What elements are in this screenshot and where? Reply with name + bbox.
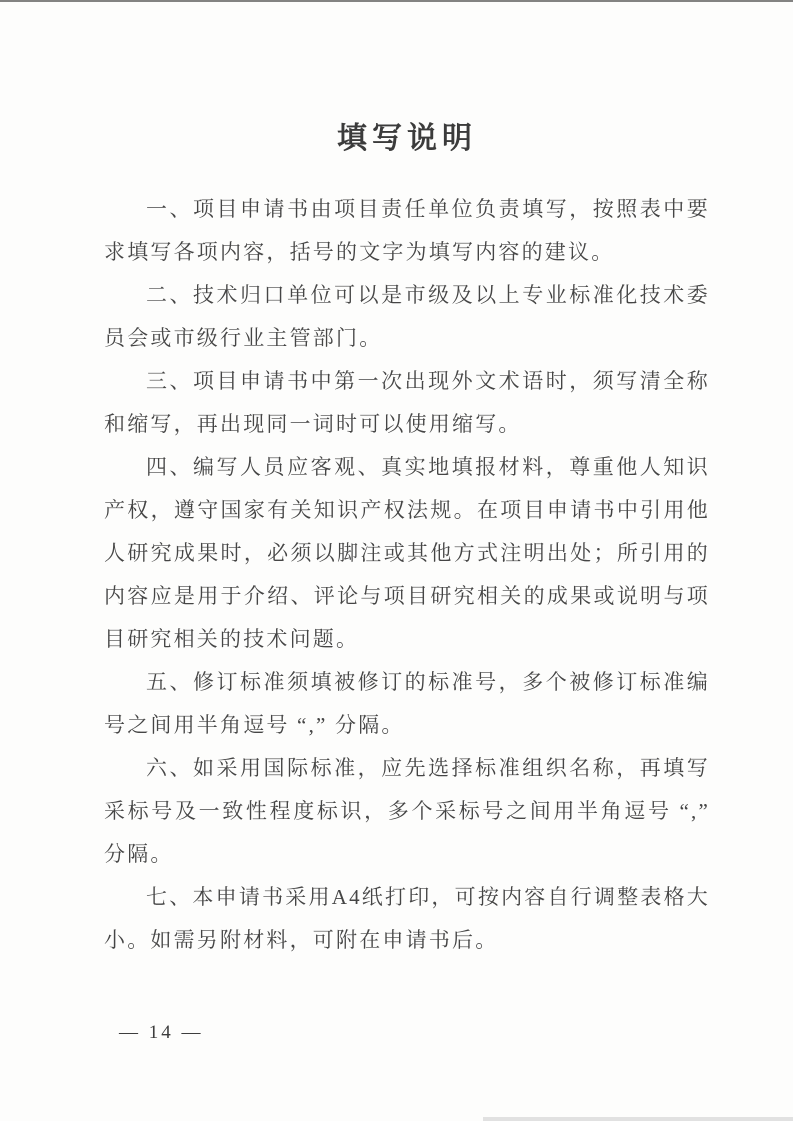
instruction-paragraph-5: 五、修订标准须填被修订的标准号，多个被修订标准编号之间用半角逗号 “,” 分隔。 — [104, 670, 710, 737]
scan-edge-artifact — [0, 0, 793, 2]
page-title: 填写说明 — [337, 122, 477, 156]
instruction-paragraph-7: 七、本申请书采用A4纸打印，可按内容自行调整表格大小。如需另附材料，可附在申请书后。 — [104, 885, 710, 952]
instruction-paragraph-1: 一、项目申请书由项目责任单位负责填写，按照表中要求填写各项内容，括号的文字为填写内容的建议。 — [104, 197, 710, 264]
page-number-footer: — 14 — — [119, 1022, 204, 1043]
instruction-paragraph-3: 三、项目申请书中第一次出现外文术语时，须写清全称和缩写，再出现同一词时可以使用缩写。 — [104, 369, 710, 436]
instruction-paragraph-6: 六、如采用国际标准，应先选择标准组织名称，再填写采标号及一致性程度标识，多个采标号之间用半角逗号 “,” 分隔。 — [104, 756, 710, 866]
scan-smudge-artifact — [483, 1117, 793, 1121]
instruction-paragraph-4: 四、编写人员应客观、真实地填报材料，尊重他人知识产权，遵守国家有关知识产权法规。在项目申请书中引用他人研究成果时，必须以脚注或其他方式注明出处；所引用的内容应是用于介绍、评论与项目研究相关的成果或说明与项目研究相关的技术问题。 — [104, 455, 710, 651]
instructions-body — [104, 188, 710, 962]
instruction-paragraph-2: 二、技术归口单位可以是市级及以上专业标准化技术委员会或市级行业主管部门。 — [104, 283, 710, 350]
